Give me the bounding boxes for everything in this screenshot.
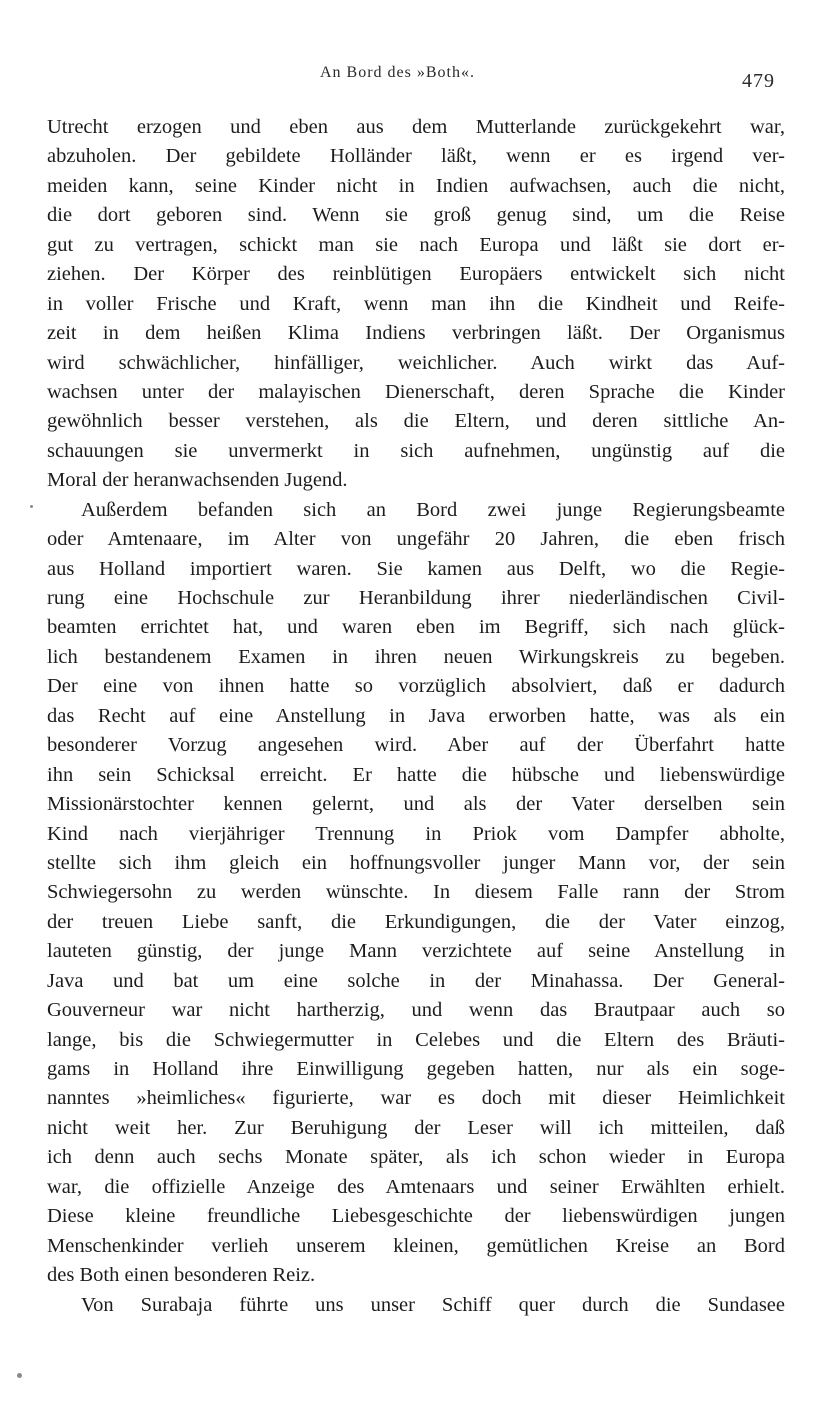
text-line: gut zu vertragen, schickt man sie nach Europa und läßt sie dort er- [47, 233, 785, 256]
text-line: die dort geboren sind. Wenn sie groß genug sind, um die Reise [47, 204, 785, 227]
text-line: in voller Frische und Kraft, wenn man ihn die Kindheit und Reife- [47, 292, 785, 315]
text-line: aus Holland importiert waren. Sie kamen aus Delft, wo die Regie- [47, 557, 785, 580]
text-line: oder Amtenaare, im Alter von ungefähr 20 Jahren, die eben frisch [47, 528, 785, 551]
page-number: 479 [742, 70, 775, 92]
text-line: schauungen sie unvermerkt in sich aufnehmen, ungünstig auf die [47, 439, 785, 462]
text-line: ziehen. Der Körper des reinblütigen Europäers entwickelt sich nicht [47, 263, 785, 286]
text-line: war, die offizielle Anzeige des Amtenaars und seiner Erwählten erhielt. [47, 1175, 785, 1198]
text-line: zeit in dem heißen Klima Indiens verbringen läßt. Der Organismus [47, 322, 785, 345]
text-line: Diese kleine freundliche Liebesgeschichte der liebenswürdigen jungen [47, 1205, 785, 1228]
text-line: Missionärstochter kennen gelernt, und als der Vater derselben sein [47, 793, 785, 816]
text-line: Von Surabaja führte uns unser Schiff quer durch die Sundasee [81, 1293, 785, 1316]
text-line: ihn sein Schicksal erreicht. Er hatte die hübsche und liebenswürdige [47, 763, 785, 786]
text-line: rung eine Hochschule zur Heranbildung ihrer niederländischen Civil- [47, 587, 785, 609]
text-line: wachsen unter der malayischen Dienerschaft, deren Sprache die Kinder [47, 380, 785, 403]
text-line: lange, bis die Schwiegermutter in Celebes und die Eltern des Bräuti- [47, 1028, 785, 1051]
text-line: Utrecht erzogen und eben aus dem Mutterlande zurückgekehrt war, [47, 116, 785, 138]
text-line: Der eine von ihnen hatte so vorzüglich absolviert, daß er dadurch [47, 675, 785, 698]
text-line: Moral der heranwachsenden Jugend. [47, 469, 348, 492]
text-line: nicht weit her. Zur Beruhigung der Leser will ich mitteilen, daß [47, 1116, 785, 1139]
text-line: des Both einen besonderen Reiz. [47, 1264, 316, 1287]
text-line: lauteten günstig, der junge Mann verzichtete auf seine Anstellung in [47, 940, 785, 963]
text-line: gewöhnlich besser verstehen, als die Eltern, und deren sittliche An- [47, 410, 785, 433]
text-line: lich bestandenem Examen in ihren neuen Wirkungskreis zu begeben. [47, 645, 785, 668]
text-line: meiden kann, seine Kinder nicht in Indien aufwachsen, auch die nicht, [47, 174, 785, 197]
text-line: nanntes »heimliches« figurierte, war es doch mit dieser Heimlichkeit [47, 1087, 785, 1110]
text-line: das Recht auf eine Anstellung in Java erworben hatte, was als ein [47, 704, 785, 727]
text-line: Gouverneur war nicht hartherzig, und wenn das Brautpaar auch so [47, 999, 785, 1022]
text-line: Schwiegersohn zu werden wünschte. In diesem Falle rann der Strom [47, 881, 785, 904]
text-line: abzuholen. Der gebildete Holländer läßt, wenn er es irgend ver- [47, 145, 785, 168]
text-line: beamten errichtet hat, und waren eben im Begriff, sich nach glück- [47, 616, 785, 639]
text-line: besonderer Vorzug angesehen wird. Aber auf der Überfahrt hatte [47, 734, 785, 757]
body-text [47, 113, 785, 1320]
text-line: stellte sich ihm gleich ein hoffnungsvoller junger Mann vor, der sein [47, 851, 785, 874]
text-line: ich denn auch sechs Monate später, als ich schon wieder in Europa [47, 1146, 785, 1169]
text-line: der treuen Liebe sanft, die Erkundigungen, die der Vater einzog, [47, 910, 785, 933]
text-line: Menschenkinder verlieh unserem kleinen, gemütlichen Kreise an Bord [47, 1234, 785, 1257]
ink-speck [30, 505, 33, 508]
text-line: Außerdem befanden sich an Bord zwei junge Regierungsbeamte [81, 498, 785, 521]
text-line: wird schwächlicher, hinfälliger, weichlicher. Auch wirkt das Auf- [47, 351, 785, 374]
running-header [0, 62, 825, 92]
running-title: An Bord des »Both«. [320, 64, 475, 81]
text-line: Java und bat um eine solche in der Minahassa. Der General- [47, 969, 785, 992]
ink-speck [17, 1373, 22, 1378]
text-line: Kind nach vierjähriger Trennung in Priok vom Dampfer abholte, [47, 822, 785, 845]
text-line: gams in Holland ihre Einwilligung gegeben hatten, nur als ein soge- [47, 1058, 785, 1080]
